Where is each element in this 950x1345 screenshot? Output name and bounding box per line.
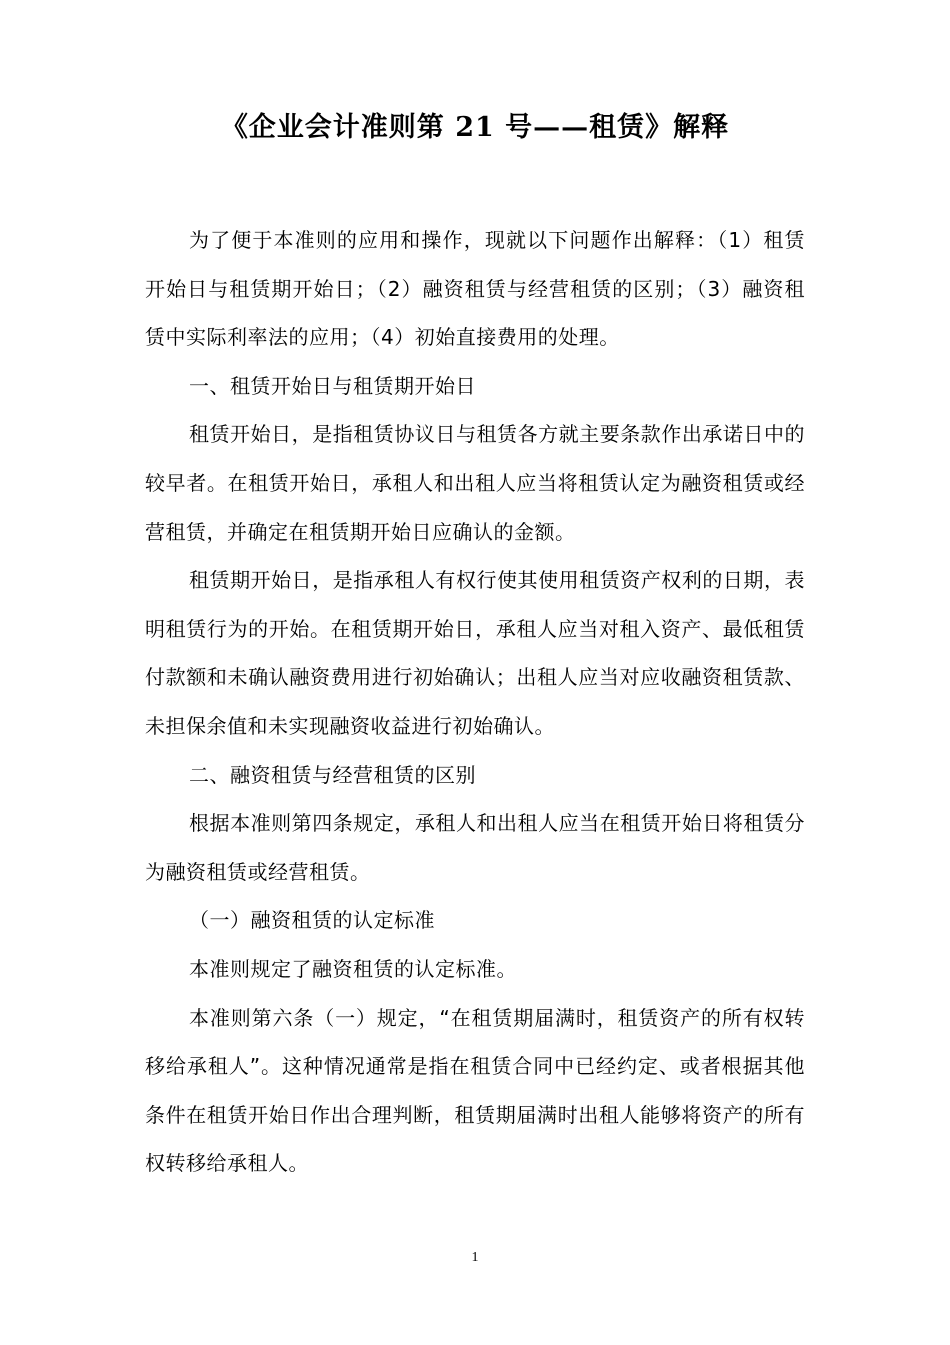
paragraph-criteria: 本准则规定了融资租赁的认定标准。 — [189, 956, 517, 981]
subsection-heading-1: （一）融资租赁的认定标准 — [189, 908, 435, 933]
section-heading-2: 二、融资租赁与经营租赁的区别 — [189, 762, 476, 787]
paragraph-intro: 为了便于本准则的应用和操作，现就以下问题作出解释：（1）租赁开始日与租赁期开始日；（2）融资租赁与经营租赁的区别；（3）融资租赁中实际利率法的应用；（4）初始直接费用的处理。 — [145, 228, 805, 350]
section-heading-1: 一、租赁开始日与租赁期开始日 — [189, 373, 476, 398]
document-body — [145, 216, 805, 1188]
paragraph-article-six: 本准则第六条（一）规定，“在租赁期届满时，租赁资产的所有权转移给承租人”。这种情况通常是指在租赁合同中已经约定、或者根据其他条件在租赁开始日作出合理判断，租赁期届满时出租人能够将资产的所有权转移给承租人。 — [145, 1005, 805, 1176]
page-number: 1 — [471, 1250, 479, 1265]
paragraph-classification: 根据本准则第四条规定，承租人和出租人应当在租赁开始日将租赁分为融资租赁或经营租赁。 — [145, 811, 805, 884]
document-title: 《企业会计准则第 21 号——租赁》解释 — [220, 112, 730, 143]
paragraph-lease-commencement: 租赁期开始日，是指承租人有权行使其使用租赁资产权利的日期，表明租赁行为的开始。在租赁期开始日，承租人应当对租入资产、最低租赁付款额和未确认融资费用进行初始确认；出租人应当对应收融资租赁款、未担保余值和未实现融资收益进行初始确认。 — [145, 568, 805, 738]
paragraph-lease-inception: 租赁开始日，是指租赁协议日与租赁各方就主要条款作出承诺日中的较早者。在租赁开始日，承租人和出租人应当将租赁认定为融资租赁或经营租赁，并确定在租赁期开始日应确认的金额。 — [145, 422, 805, 544]
